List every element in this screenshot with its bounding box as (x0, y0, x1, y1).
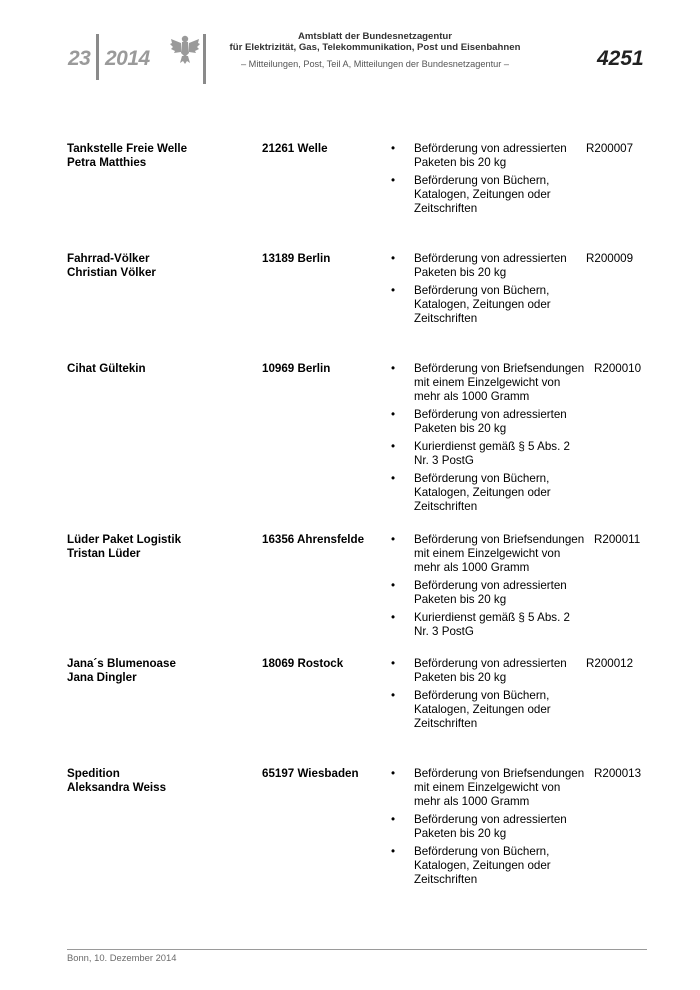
service-item (391, 533, 591, 575)
service-text: mehr als 1000 Gramm (414, 795, 530, 808)
service-text: Zeitschriften (414, 312, 478, 325)
company-name (67, 362, 247, 376)
service-item (391, 813, 591, 841)
service-text: Paketen bis 20 kg (414, 266, 507, 279)
service-text: Beförderung von adressierten (414, 813, 567, 826)
company-name-line: Tankstelle Freie Welle (67, 142, 188, 155)
service-text: Katalogen, Zeitungen oder (414, 188, 551, 201)
bullet-icon: • (391, 472, 396, 485)
company-name-line: Cihat Gültekin (67, 362, 146, 375)
issue-number: 23 (68, 47, 91, 70)
service-item (391, 689, 591, 731)
service-text: Beförderung von Briefsendungen (414, 533, 585, 546)
bullet-icon: • (391, 533, 396, 546)
bullet-icon: • (391, 408, 396, 421)
service-item (391, 845, 591, 887)
service-text: Katalogen, Zeitungen oder (414, 298, 551, 311)
registration-code: R200009 (586, 252, 634, 265)
bullet-icon: • (391, 611, 396, 624)
service-text: Beförderung von adressierten (414, 252, 567, 265)
header-title: Amtsblatt der Bundesnetzagentur (297, 31, 453, 42)
bullet-icon: • (391, 689, 396, 702)
service-item (391, 767, 591, 809)
company-name-line: Jana´s Blumenoase (67, 657, 176, 670)
company-name (67, 767, 247, 795)
company-name-line: Lüder Paket Logistik (67, 533, 182, 546)
service-item (391, 284, 591, 326)
service-text: Beförderung von Büchern, (414, 174, 550, 187)
service-text: Beförderung von adressierten (414, 408, 567, 421)
service-list (391, 252, 591, 330)
service-text: Kurierdienst gemäß § 5 Abs. 2 (414, 440, 570, 453)
service-text: mehr als 1000 Gramm (414, 390, 530, 403)
registration-code: R200012 (586, 657, 634, 670)
federal-eagle-icon (170, 33, 200, 65)
bullet-icon: • (391, 767, 396, 780)
postal-city: 65197 Wiesbaden (262, 767, 359, 780)
service-text: Paketen bis 20 kg (414, 593, 507, 606)
service-text: mit einem Einzelgewicht von (414, 781, 561, 794)
service-text: mehr als 1000 Gramm (414, 561, 530, 574)
bullet-icon: • (391, 174, 396, 187)
page-header (0, 0, 700, 100)
service-item (391, 611, 591, 639)
service-list (391, 767, 591, 891)
service-text: Zeitschriften (414, 873, 478, 886)
service-text: Paketen bis 20 kg (414, 671, 507, 684)
company-name-line: Spedition (67, 767, 120, 780)
service-item (391, 142, 591, 170)
footer-divider (67, 949, 647, 950)
service-text: Beförderung von Briefsendungen (414, 362, 585, 375)
company-name (67, 252, 247, 280)
service-list (391, 533, 591, 643)
service-item (391, 472, 591, 514)
service-item (391, 440, 591, 468)
service-text: Paketen bis 20 kg (414, 827, 507, 840)
postal-city: 16356 Ahrensfelde (262, 533, 365, 546)
service-text: Zeitschriften (414, 717, 478, 730)
service-list (391, 657, 591, 735)
bullet-icon: • (391, 579, 396, 592)
service-text: Paketen bis 20 kg (414, 156, 507, 169)
page-number: 4251 (597, 47, 644, 70)
service-text: mit einem Einzelgewicht von (414, 376, 561, 389)
company-name-line: Tristan Lüder (67, 547, 141, 560)
service-text: Beförderung von Büchern, (414, 284, 550, 297)
service-item (391, 362, 591, 404)
company-name-line: Jana Dingler (67, 671, 137, 684)
company-name (67, 142, 247, 170)
service-item (391, 252, 591, 280)
service-text: Nr. 3 PostG (414, 454, 474, 467)
service-item (391, 408, 591, 436)
header-divider (96, 34, 99, 80)
service-item (391, 579, 591, 607)
service-text: Beförderung von Büchern, (414, 472, 550, 485)
issue-year: 2014 (105, 47, 150, 70)
service-text: Beförderung von adressierten (414, 142, 567, 155)
postal-city: 10969 Berlin (262, 362, 331, 375)
registration-code: R200011 (594, 533, 641, 546)
service-text: Nr. 3 PostG (414, 625, 474, 638)
bullet-icon: • (391, 362, 396, 375)
bullet-icon: • (391, 252, 396, 265)
bullet-icon: • (391, 142, 396, 155)
postal-city: 21261 Welle (262, 142, 328, 155)
service-text: Kurierdienst gemäß § 5 Abs. 2 (414, 611, 570, 624)
header-subtitle: – Mitteilungen, Post, Teil A, Mitteilungen der Bundesnetzagentur – (241, 59, 509, 69)
service-text: Paketen bis 20 kg (414, 422, 507, 435)
registration-code: R200013 (594, 767, 642, 780)
company-name-line: Christian Völker (67, 266, 156, 279)
company-name-line: Petra Matthies (67, 156, 147, 169)
bullet-icon: • (391, 440, 396, 453)
bullet-icon: • (391, 657, 396, 670)
service-text: Beförderung von adressierten (414, 657, 567, 670)
postal-city: 18069 Rostock (262, 657, 344, 670)
service-text: Zeitschriften (414, 500, 478, 513)
company-name (67, 657, 247, 685)
service-text: Katalogen, Zeitungen oder (414, 859, 551, 872)
service-text: Zeitschriften (414, 202, 478, 215)
company-name-line: Fahrrad-Völker (67, 252, 150, 265)
service-list (391, 142, 591, 220)
service-text: Katalogen, Zeitungen oder (414, 486, 551, 499)
service-item (391, 657, 591, 685)
registration-code: R200010 (594, 362, 642, 375)
bullet-icon: • (391, 845, 396, 858)
postal-city: 13189 Berlin (262, 252, 331, 265)
service-text: Katalogen, Zeitungen oder (414, 703, 551, 716)
bullet-icon: • (391, 284, 396, 297)
bullet-icon: • (391, 813, 396, 826)
registration-code: R200007 (586, 142, 634, 155)
company-name (67, 533, 247, 561)
service-list (391, 362, 591, 518)
service-text: Beförderung von Büchern, (414, 845, 550, 858)
footer-text: Bonn, 10. Dezember 2014 (67, 952, 177, 963)
service-text: Beförderung von Briefsendungen (414, 767, 585, 780)
service-text: mit einem Einzelgewicht von (414, 547, 561, 560)
service-text: Beförderung von adressierten (414, 579, 567, 592)
service-text: Beförderung von Büchern, (414, 689, 550, 702)
company-name-line: Aleksandra Weiss (67, 781, 167, 794)
header-title-line2: für Elektrizität, Gas, Telekommunikation, Post und Eisenbahnen (229, 42, 521, 53)
service-item (391, 174, 591, 216)
